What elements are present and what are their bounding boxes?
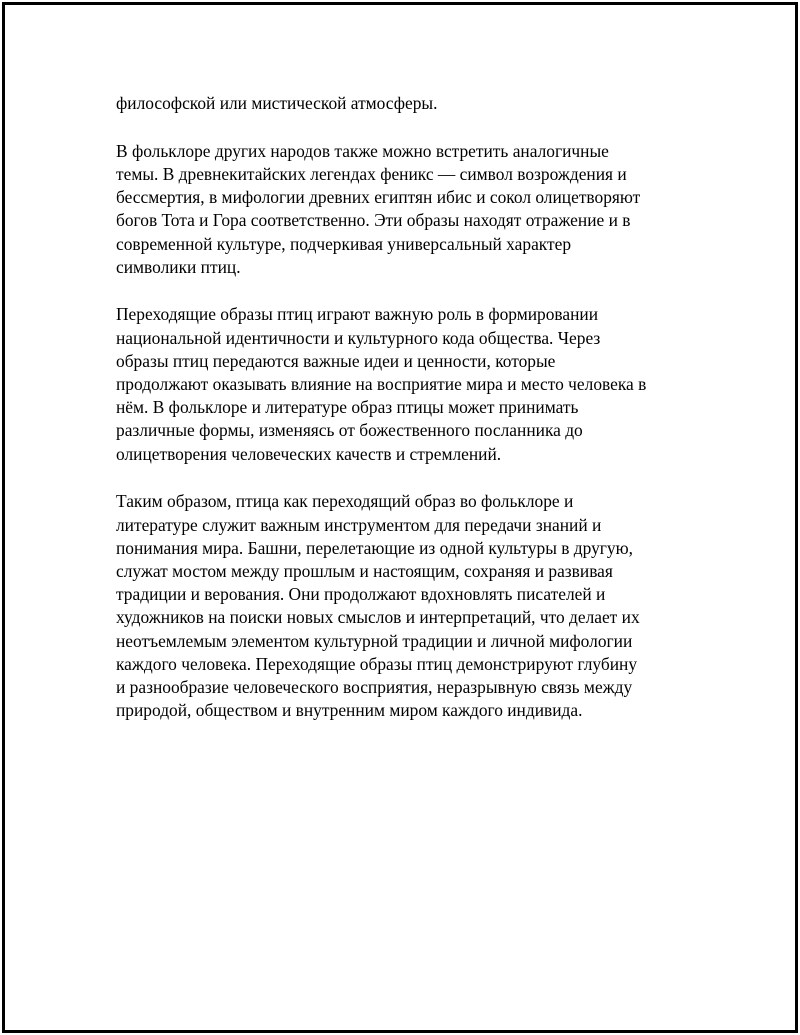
- text-line: современной культуре, подчеркивая универсальный характер: [116, 233, 572, 254]
- text-line: образы птиц передаются важные идеи и ценности, которые: [116, 350, 556, 371]
- text-line: Переходящие образы птиц играют важную роль в формировании: [116, 304, 599, 325]
- text-line: темы. В древнекитайских легендах феникс — символ возрождения и: [116, 163, 627, 184]
- text-line: философской или мистической атмосферы.: [116, 93, 438, 113]
- text-line: неотъемлемым элементом культурной традиции и личной мифологии: [116, 630, 633, 651]
- text-line: различные формы, изменяясь от божественного посланника до: [116, 420, 583, 441]
- paragraph-4: [116, 490, 686, 722]
- text-line: символики птиц.: [116, 256, 241, 277]
- text-line: Таким образом, птица как переходящий образ во фольклоре и: [116, 491, 574, 512]
- text-line: и разнообразие человеческого восприятия, неразрывную связь между: [116, 676, 633, 697]
- text-line: нём. В фольклоре и литературе образ птицы может принимать: [116, 397, 579, 418]
- text-line: понимания мира. Башни, перелетающие из одной культуры в другую,: [116, 537, 633, 558]
- text-line: бессмертия, в мифологии древних египтян ибис и сокол олицетворяют: [116, 187, 641, 208]
- text-line: каждого человека. Переходящие образы птиц демонстрируют глубину: [116, 653, 638, 674]
- text-line: служат мостом между прошлым и настоящим, сохраняя и развивая: [116, 560, 613, 581]
- document-body: [116, 92, 686, 747]
- text-line: литературе служит важным инструментом для передачи знаний и: [116, 514, 602, 535]
- text-line: продолжают оказывать влияние на восприятие мира и место человека в: [116, 374, 647, 395]
- text-line: национальной идентичности и культурного кода общества. Через: [116, 327, 601, 348]
- text-line: олицетворения человеческих качеств и стремлений.: [116, 443, 502, 464]
- text-line: В фольклоре других народов также можно встретить аналогичные: [116, 140, 609, 161]
- text-line: художников на поиски новых смыслов и интерпретаций, что делает их: [116, 607, 640, 628]
- paragraph-1: [116, 92, 686, 115]
- text-line: традиции и верования. Они продолжают вдохновлять писателей и: [116, 584, 606, 605]
- text-line: природой, обществом и внутренним миром каждого индивида.: [116, 700, 583, 721]
- paragraph-3: [116, 303, 686, 465]
- paragraph-2: [116, 140, 686, 279]
- text-line: богов Тота и Гора соответственно. Эти образы находят отражение и в: [116, 210, 631, 231]
